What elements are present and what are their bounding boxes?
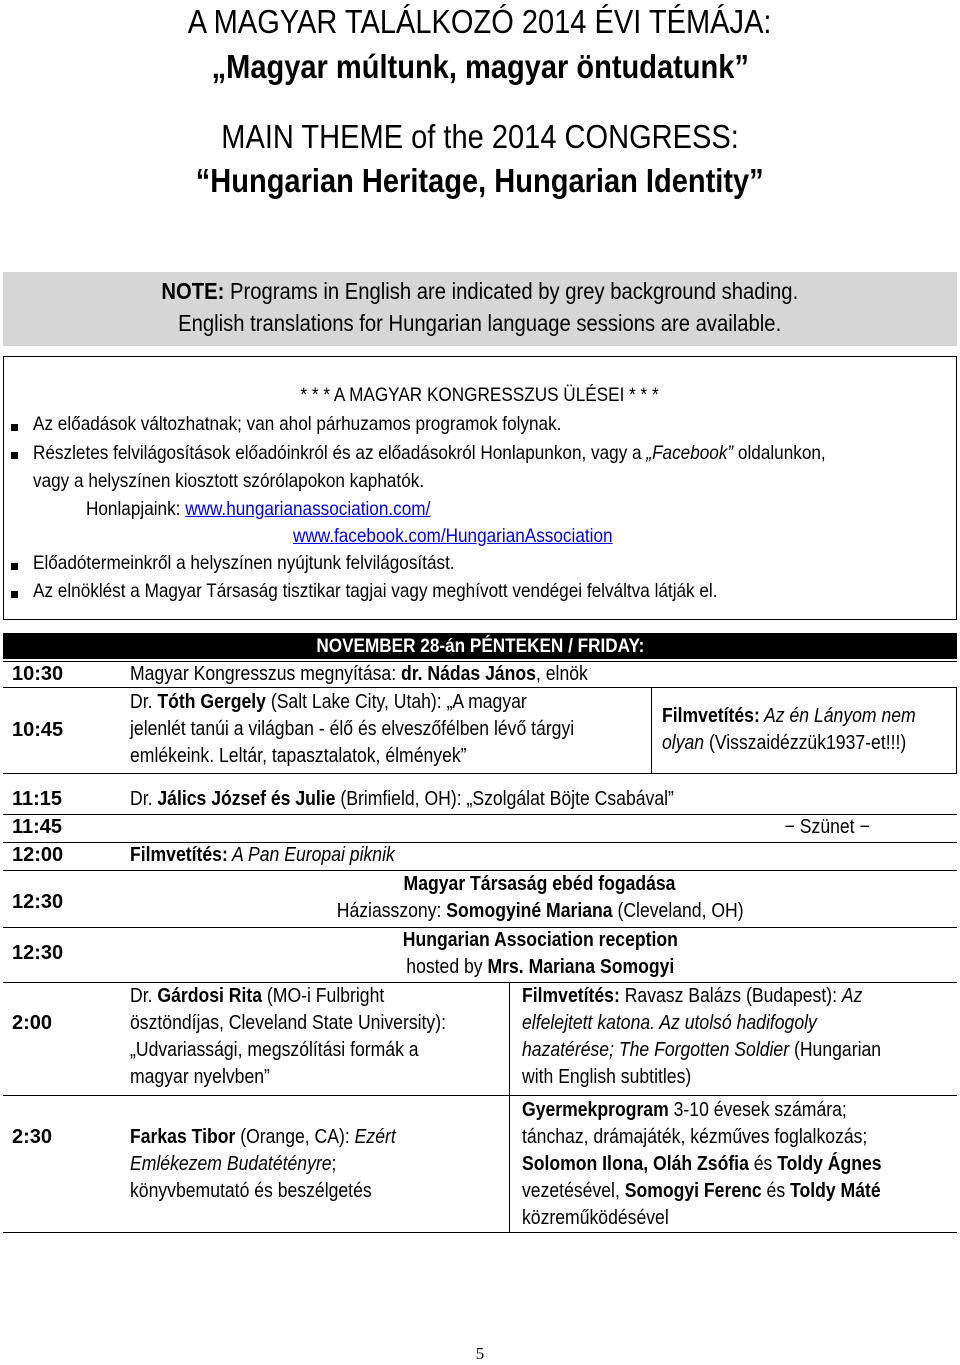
hu-theme: „Magyar múltunk, magyar öntudatunk” — [211, 48, 749, 85]
info-bullet-2: Részletes felvilágosítások előadóinkról és az előadásokról Honlapunkon, vagy a „Facebook” oldalunkon, — [33, 442, 826, 464]
website-links — [86, 496, 477, 523]
opening-session: Magyar Kongresszus megnyítása: dr. Nádas János, elnök — [130, 663, 588, 685]
film-screening-3: Filmvetítés: Ravasz Balázs (Budapest): Az elfelejtett katona. Az utolsó hadifogoly hazatérése; The Forgotten Soldier (Hungarian with English subtitles) — [522, 985, 882, 1088]
en-theme: “Hungarian Heritage, Hungarian Identity” — [196, 162, 764, 199]
children-program: Gyermekprogram 3-10 évesek számára; tánchaz, drámajáték, kézműves foglalkozás; Solomon Ilona, Oláh Zsófia és Toldy Ágnes vezetésével, Somogyi Ferenc és Toldy Máté közreműködésével — [522, 1099, 882, 1229]
note-label: NOTE: — [161, 278, 225, 304]
note-line-1 — [3, 278, 957, 305]
time-200: 2:00 — [12, 1012, 53, 1034]
facebook-link-row — [293, 523, 656, 550]
farkas-book-talk: Farkas Tibor (Orange, CA): Ezért Emlékezem Budatétényre; könyvbemutató és beszélgetés — [130, 1126, 396, 1202]
info-bullet-2-cont: vagy a helyszínen kiosztott szórólapokon kaphatók. — [33, 470, 425, 492]
bullet-icon — [11, 563, 18, 570]
toth-lecture: Dr. Tóth Gergely (Salt Lake City, Utah): „A magyar jelenlét tanúi a világban - élő és elveszőfélben lévő tárgyi emlékeink. Leltár, tapasztalatok, élmények” — [130, 691, 575, 767]
note-text-1: Programs in English are indicated by grey background shading. — [224, 278, 799, 304]
time-1230-a: 12:30 — [12, 891, 64, 913]
hungarianassociation-link[interactable]: www.hungarianassociation.com/ — [185, 498, 431, 520]
time-1230-b: 12:30 — [12, 942, 64, 964]
luncheon: Magyar Társaság ebéd fogadása Háziasszony: Somogyiné Mariana (Cleveland, OH) — [336, 873, 744, 922]
bullet-icon — [11, 591, 18, 598]
info-bullet-1: Az előadások változhatnak; van ahol párhuzamos programok folynak. — [33, 413, 562, 435]
facebook-link[interactable]: www.facebook.com/HungarianAssociation — [293, 525, 613, 547]
film-screening-1: Filmvetítés: Az én Lányom nem olyan (Visszaidézzük1937-et!!!) — [662, 705, 916, 754]
day-heading: NOVEMBER 28-án PÉNTEKEN / FRIDAY: — [3, 633, 957, 659]
film-screening-2: Filmvetítés: A Pan Europai piknik — [130, 844, 395, 866]
column-divider — [956, 687, 957, 773]
info-box — [3, 356, 957, 620]
note-box — [3, 272, 957, 346]
bullet-icon — [11, 452, 18, 459]
reception: Hungarian Association reception hosted by Mrs. Mariana Somogyi — [402, 929, 678, 978]
en-title: MAIN THEME of the 2014 CONGRESS: — [221, 118, 739, 155]
time-1030: 10:30 — [12, 663, 64, 685]
hu-title: A MAGYAR TALÁLKOZÓ 2014 ÉVI TÉMÁJA: — [188, 3, 772, 40]
column-divider — [509, 1095, 510, 1232]
column-divider — [509, 982, 510, 1095]
time-1045: 10:45 — [12, 719, 64, 741]
note-line-2: English translations for Hungarian language sessions are available. — [178, 310, 782, 336]
links-label: Honlapjaink: — [86, 498, 186, 520]
time-230: 2:30 — [12, 1126, 53, 1148]
time-1145: 11:45 — [12, 816, 63, 838]
column-divider — [651, 687, 652, 773]
row-divider — [3, 1232, 957, 1233]
info-bullet-4: Az elnöklést a Magyar Társaság tisztikar tagjai vagy meghívott vendégei felváltva látják el. — [33, 580, 718, 602]
break-label: − Szünet − — [784, 816, 870, 838]
page-number: 5 — [475, 1344, 485, 1363]
row-divider — [3, 773, 957, 774]
gardosi-lecture: Dr. Gárdosi Rita (MO-i Fulbright ösztöndíjas, Cleveland State University): „Udvariassági, megszólítási formák a magyar nyelvben” — [130, 985, 446, 1088]
facebook-label: „Facebook” — [646, 442, 734, 464]
bullet-icon — [11, 424, 18, 431]
info-heading: * * * A MAGYAR KONGRESSZUS ÜLÉSEI * * * — [300, 384, 659, 406]
jalics-lecture: Dr. Jálics József és Julie (Brimfield, OH): „Szolgálat Böjte Csabával” — [130, 788, 674, 810]
info-bullet-3: Előadótermeinkről a helyszínen nyújtunk felvilágosítást. — [33, 552, 455, 574]
time-1115: 11:15 — [12, 788, 63, 810]
time-1200: 12:00 — [12, 844, 64, 866]
